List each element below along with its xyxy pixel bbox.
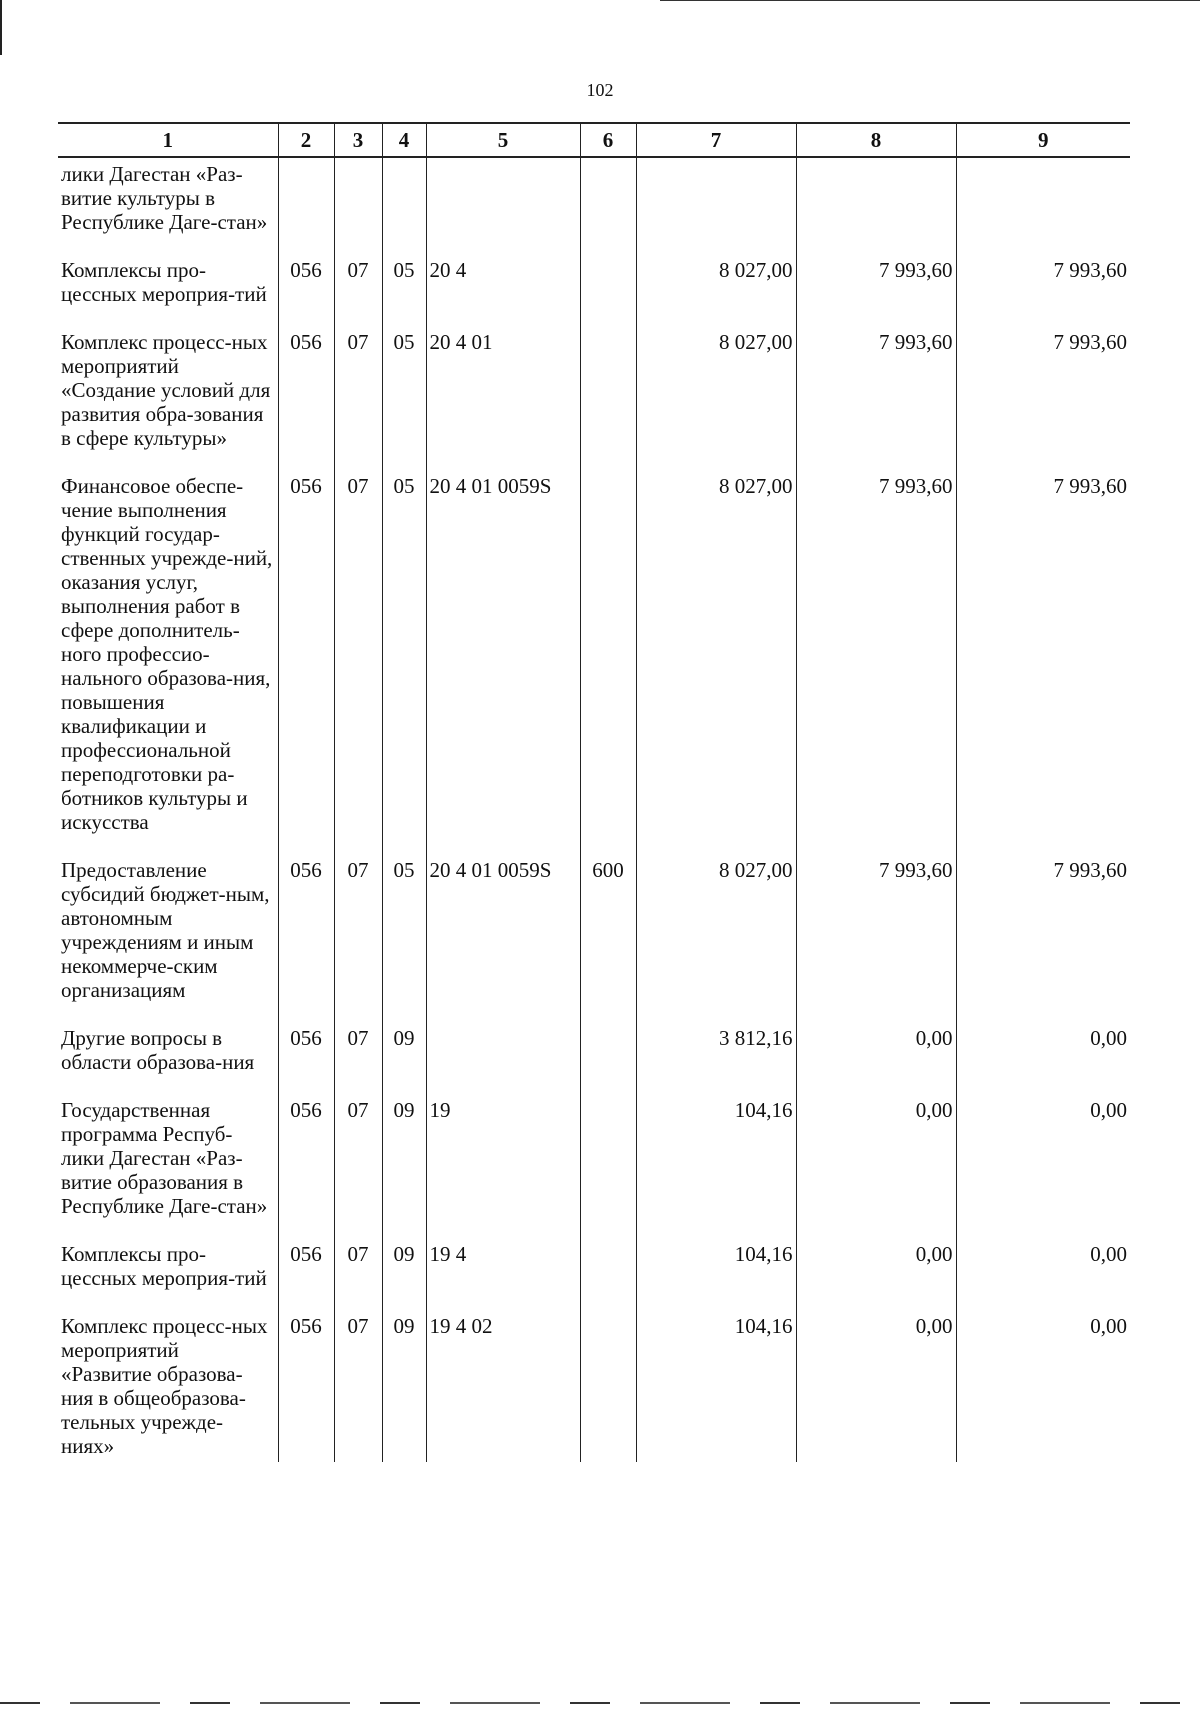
cell-target-article: 20 4 <box>426 252 580 324</box>
cell-expense-type <box>580 1020 636 1092</box>
cell-subsection: 09 <box>382 1236 426 1308</box>
scan-edge-left <box>0 0 2 55</box>
cell-ministry-code: 056 <box>278 1236 334 1308</box>
cell-section: 07 <box>334 468 382 852</box>
cell-ministry-code: 056 <box>278 1092 334 1236</box>
cell-ministry-code: 056 <box>278 852 334 1020</box>
column-header: 4 <box>382 123 426 157</box>
cell-amount-9: 7 993,60 <box>956 252 1130 324</box>
column-header: 1 <box>58 123 278 157</box>
cell-target-article <box>426 1020 580 1092</box>
cell-amount-8: 0,00 <box>796 1092 956 1236</box>
column-header: 3 <box>334 123 382 157</box>
cell-section <box>334 157 382 252</box>
cell-amount-7: 104,16 <box>636 1092 796 1236</box>
scan-edge-top <box>660 0 1200 1</box>
cell-ministry-code: 056 <box>278 252 334 324</box>
table-row <box>58 1236 1130 1308</box>
cell-amount-7: 8 027,00 <box>636 852 796 1020</box>
cell-subsection: 05 <box>382 324 426 468</box>
cell-subsection: 09 <box>382 1308 426 1462</box>
table-header-row <box>58 123 1130 157</box>
cell-subsection: 09 <box>382 1092 426 1236</box>
cell-section: 07 <box>334 252 382 324</box>
cell-expense-type <box>580 1236 636 1308</box>
cell-ministry-code: 056 <box>278 468 334 852</box>
cell-expense-type <box>580 1308 636 1462</box>
row-name: лики Дагестан «Раз-витие культуры в Республике Даге-стан» <box>61 162 268 234</box>
cell-expense-type <box>580 1092 636 1236</box>
cell-section: 07 <box>334 324 382 468</box>
cell-amount-8: 0,00 <box>796 1308 956 1462</box>
cell-expense-type <box>580 468 636 852</box>
cell-amount-9: 7 993,60 <box>956 468 1130 852</box>
cell-ministry-code: 056 <box>278 1308 334 1462</box>
cell-section: 07 <box>334 1308 382 1462</box>
column-header: 6 <box>580 123 636 157</box>
cell-target-article: 20 4 01 0059S <box>426 468 580 852</box>
cell-amount-9: 0,00 <box>956 1236 1130 1308</box>
table-row <box>58 252 1130 324</box>
cell-section: 07 <box>334 1236 382 1308</box>
budget-table <box>58 122 1130 1462</box>
cell-section: 07 <box>334 1092 382 1236</box>
cell-amount-8: 7 993,60 <box>796 852 956 1020</box>
cell-ministry-code: 056 <box>278 1020 334 1092</box>
cell-amount-8: 7 993,60 <box>796 468 956 852</box>
cell-amount-7: 8 027,00 <box>636 468 796 852</box>
cell-target-article: 19 <box>426 1092 580 1236</box>
row-name: Комплекс процесс-ных мероприятий «Развитие образова-ния в общеобразова-тельных учрежде-ниях» <box>61 1314 268 1458</box>
column-header: 2 <box>278 123 334 157</box>
cell-amount-8 <box>796 157 956 252</box>
row-name: Комплексы про-цессных мероприя-тий <box>61 1242 267 1290</box>
cell-subsection: 05 <box>382 468 426 852</box>
cell-expense-type <box>580 252 636 324</box>
cell-target-article: 19 4 <box>426 1236 580 1308</box>
cell-expense-type <box>580 157 636 252</box>
table-row <box>58 1020 1130 1092</box>
cell-amount-8: 0,00 <box>796 1020 956 1092</box>
cell-amount-9: 7 993,60 <box>956 324 1130 468</box>
cell-expense-type <box>580 324 636 468</box>
cell-ministry-code: 056 <box>278 324 334 468</box>
cell-amount-7 <box>636 157 796 252</box>
column-header: 7 <box>636 123 796 157</box>
cell-section: 07 <box>334 852 382 1020</box>
row-name: Финансовое обеспе-чение выполнения функций государ-ственных учрежде-ний, оказания услуг, выполнения работ в сфере дополнитель-ного профессио-нального образова-ния, повышения квалификации и профессиональной переподготовки ра-ботников культуры и искусства <box>61 474 273 834</box>
row-name: Комплекс процесс-ных мероприятий «Создание условий для развития обра-зования в сфере культуры» <box>61 330 271 450</box>
page-number: 102 <box>586 80 614 100</box>
cell-amount-8: 7 993,60 <box>796 252 956 324</box>
cell-subsection <box>382 157 426 252</box>
cell-target-article: 20 4 01 0059S <box>426 852 580 1020</box>
cell-subsection: 09 <box>382 1020 426 1092</box>
table-row <box>58 1308 1130 1462</box>
cell-subsection: 05 <box>382 852 426 1020</box>
cell-amount-9: 7 993,60 <box>956 852 1130 1020</box>
cell-section: 07 <box>334 1020 382 1092</box>
cell-amount-7: 8 027,00 <box>636 252 796 324</box>
cell-subsection: 05 <box>382 252 426 324</box>
cell-amount-9: 0,00 <box>956 1092 1130 1236</box>
cell-amount-9 <box>956 157 1130 252</box>
row-name: Комплексы про-цессных мероприя-тий <box>61 258 267 306</box>
row-name: Государственная программа Респуб-лики Дагестан «Раз-витие образования в Республике Даге-стан» <box>61 1098 268 1218</box>
cell-amount-8: 7 993,60 <box>796 324 956 468</box>
cell-amount-7: 104,16 <box>636 1236 796 1308</box>
table-row <box>58 852 1130 1020</box>
cell-amount-7: 3 812,16 <box>636 1020 796 1092</box>
cell-amount-7: 104,16 <box>636 1308 796 1462</box>
cell-expense-type: 600 <box>580 852 636 1020</box>
row-name: Другие вопросы в области образова-ния <box>61 1026 255 1074</box>
cell-target-article: 19 4 02 <box>426 1308 580 1462</box>
cell-amount-8: 0,00 <box>796 1236 956 1308</box>
column-header: 5 <box>426 123 580 157</box>
cell-amount-9: 0,00 <box>956 1020 1130 1092</box>
table-row <box>58 157 1130 252</box>
table-row <box>58 1092 1130 1236</box>
cell-ministry-code <box>278 157 334 252</box>
row-name: Предоставление субсидий бюджет-ным, автономным учреждениям и иным некоммерче-ским организациям <box>61 858 270 1002</box>
cell-target-article <box>426 157 580 252</box>
table-row <box>58 468 1130 852</box>
cell-target-article: 20 4 01 <box>426 324 580 468</box>
table-row <box>58 324 1130 468</box>
cell-amount-7: 8 027,00 <box>636 324 796 468</box>
scan-edge-bottom <box>0 1702 1200 1704</box>
cell-amount-9: 0,00 <box>956 1308 1130 1462</box>
column-header: 9 <box>956 123 1130 157</box>
column-header: 8 <box>796 123 956 157</box>
